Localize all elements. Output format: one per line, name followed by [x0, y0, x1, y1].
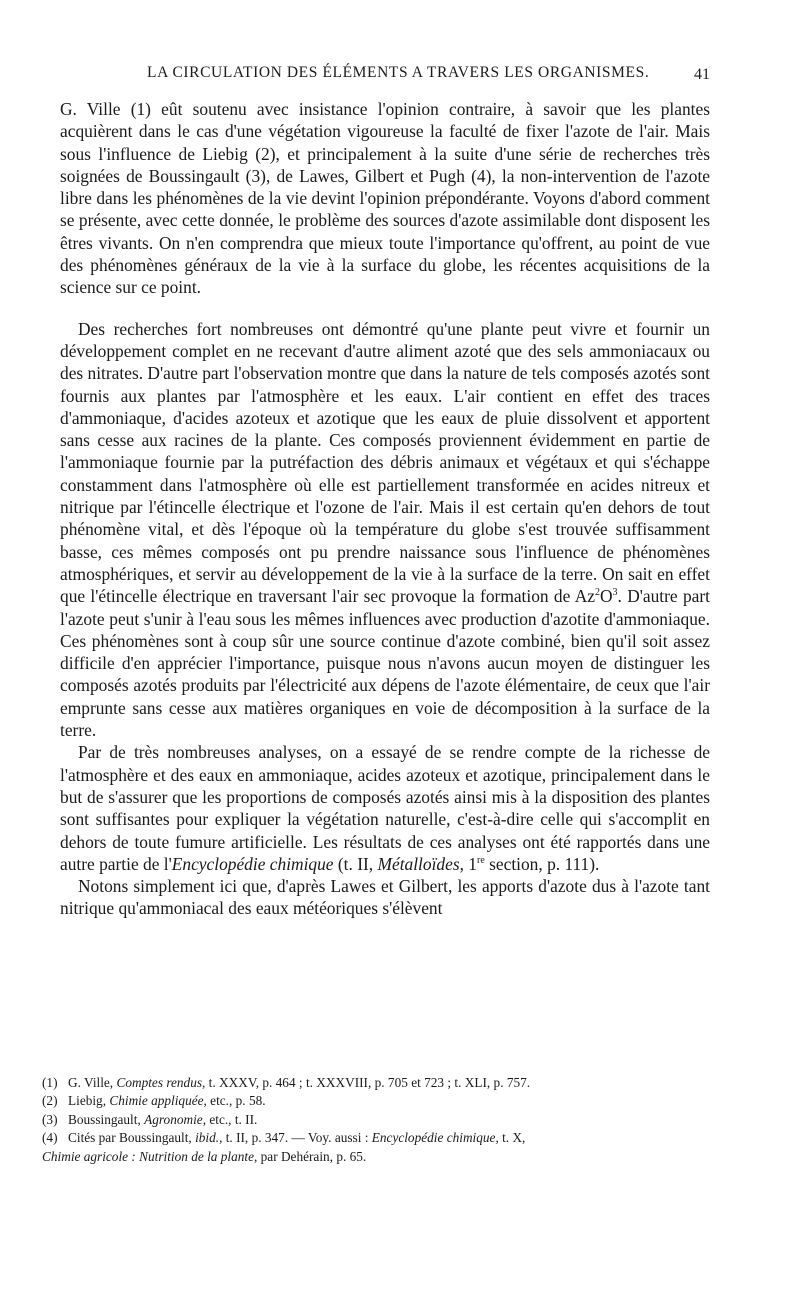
paragraph-3-text-d: section, p. 111).: [484, 853, 600, 874]
footnote-4-author: Cités par Boussingault,: [68, 1130, 196, 1146]
footnote-3-number: (3): [42, 1111, 58, 1127]
footnote-4-volume: , t. X,: [495, 1130, 526, 1146]
paragraph-1-text: G. Ville (1) eût soutenu avec insistance l'opinion contraire, à savoir que les plantes acquièrent dans le cas d'une végétation vigoureuse la faculté de fixer l'azote de l'air. Mais sous l'influence de Liebig (2), et principalement à la suite d'une série de recherches très soignées de Boussingault (3), de Lawes, Gilbert et Pugh (4), la non-intervention de l'azote libre dans les phénomènes de la vie devint l'opinion prépondérante. Voyons d'abord comment se présente, avec cette donnée, le problème des sources d'azote assimilable dont disposent les êtres vivants. On n'en comprendra que mieux toute l'importance qu'offrent, au point de vue des phénomènes généraux de la vie à la surface du globe, les récentes acquisitions de la science sur ce point.: [60, 99, 710, 298]
paragraph-2-text-b: O: [599, 586, 613, 607]
paragraph-4: [60, 875, 710, 920]
footnote-3-text: [68, 1111, 718, 1129]
paragraph-3-text-a: Par de très nombreuses analyses, on a essayé de se rendre compte de la richesse de l'atmosphère et des eaux en ammoniaque, acides azoteux et azotique, principalement dans le but de s'assurer que les proportions de composés azotés ainsi mis à la disposition des plantes sont suffisantes pour expliquer la végétation naturelle, c'est-à-dire celle qui s'accomplit en dehors de toute fumure artificielle. Les résultats de ces analyses ont été rapportés dans une autre partie de l': [60, 742, 710, 874]
footnote-1-ref: , t. XXXV, p. 464 ; t. XXXVIII, p. 705 et 723 ; t. XLI, p. 757.: [202, 1075, 531, 1090]
running-title: LA CIRCULATION DES ÉLÉMENTS A TRAVERS LES ORGANISMES.: [147, 64, 650, 81]
footnote-2-ref: , etc., p. 58.: [203, 1093, 266, 1109]
footnote-4-text: [68, 1129, 718, 1147]
superscript-2: 2: [594, 587, 600, 599]
paragraph-4-text: Notons simplement ici que, d'après Lawes et Gilbert, les apports d'azote dus à l'azote tant nitrique qu'ammoniacal des eaux météoriques s'élèvent: [60, 876, 710, 919]
footnote-4-author-page: , par Dehérain, p. 65.: [254, 1148, 367, 1164]
footnote-4-continuation: [42, 1148, 718, 1166]
footnote-4-italic-encyclopedie: Encyclopédie chimique: [371, 1130, 496, 1146]
paragraph-3-text-b: (t. II,: [333, 853, 378, 874]
footnote-4: [42, 1129, 718, 1147]
page-number: 41: [694, 66, 710, 83]
footnote-3-author: Boussingault,: [68, 1111, 145, 1127]
footnote-4-italic-ibid: ibid.: [195, 1130, 220, 1146]
footnote-2-author: Liebig,: [68, 1093, 110, 1109]
footnote-2: [42, 1092, 718, 1110]
footnote-4-ref: , t. II, p. 347. — Voy. aussi :: [219, 1130, 372, 1146]
footnote-4-italic-chimie-agricole: Chimie agricole : Nutrition de la plante: [42, 1148, 254, 1164]
footnotes: [42, 1074, 718, 1166]
superscript-re: re: [476, 855, 485, 866]
paragraph-3-italic-title: Encyclopédie chimique: [171, 853, 334, 874]
paragraph-2-text-c: . D'autre part l'azote peut s'unir à l'eau sous les mêmes influences avec production d'azotite d'ammoniaque. Ces phénomènes sont à coup sûr une source continue d'azote combiné, bien qu'il soit assez difficile d'en apprécier l'importance, puisque nous n'avons aucun moyen de distinguer les composés azotés produits par l'électricité aux dépens de l'azote élémentaire, de ceux que l'air emprunte sans cesse aux matières organiques en voie de décomposition à la surface de la terre.: [60, 586, 710, 741]
footnote-1-number: (1): [42, 1075, 58, 1090]
footnote-1-author: G. Ville,: [68, 1075, 117, 1090]
paragraph-3: [60, 741, 710, 875]
paragraph-1: [60, 98, 710, 299]
paragraph-3-text-c: , 1: [459, 853, 477, 874]
footnote-1: [42, 1074, 718, 1092]
footnote-4-number: (4): [42, 1130, 58, 1146]
footnote-1-italic: Comptes rendus: [116, 1075, 203, 1090]
superscript-3: 3: [612, 587, 618, 599]
footnote-3-ref: , etc., t. II.: [202, 1111, 258, 1127]
paragraph-3-italic-metalloides: Métalloïdes: [377, 853, 460, 874]
footnote-2-text: [68, 1092, 718, 1110]
footnote-1-text: [68, 1074, 718, 1092]
paragraph-2-text-a: Des recherches fort nombreuses ont démontré qu'une plante peut vivre et fournir un développement complet en ne recevant d'autre aliment azoté que des sels ammoniacaux ou des nitrates. D'autre part l'observation montre que dans la nature de tels composés azotés sont fournis aux plantes par l'atmosphère et les eaux. L'air contient en effet des traces d'ammoniaque, d'acides azoteux et azotique que les eaux de pluie dissolvent et apportent sans cesse aux racines de la plante. Ces composés proviennent évidemment en partie de l'ammoniaque fournie par la putréfaction des débris animaux et végétaux et qui s'échappe constamment dans l'atmosphère où elle est partiellement transformée en acides nitreux et nitrique par l'étincelle électrique et l'ozone de l'air. Mais il est certain qu'en dehors de tout phénomène vital, et dès l'époque où la température du globe s'est trouvée suffisamment basse, ces mêmes composés ont pu prendre naissance sous l'influence de phénomènes atmosphériques, et servir au développement de la vie à la surface de la terre. On sait en effet que l'étincelle électrique en traversant l'air sec provoque la formation de Az: [60, 318, 711, 607]
footnote-2-italic: Chimie appliquée: [109, 1093, 204, 1109]
paragraph-2: [60, 318, 710, 742]
footnote-3: [42, 1111, 718, 1129]
footnote-2-number: (2): [42, 1093, 58, 1109]
page-header: [60, 64, 710, 90]
body-text: [60, 98, 710, 920]
footnote-3-italic: Agronomie: [144, 1111, 203, 1127]
